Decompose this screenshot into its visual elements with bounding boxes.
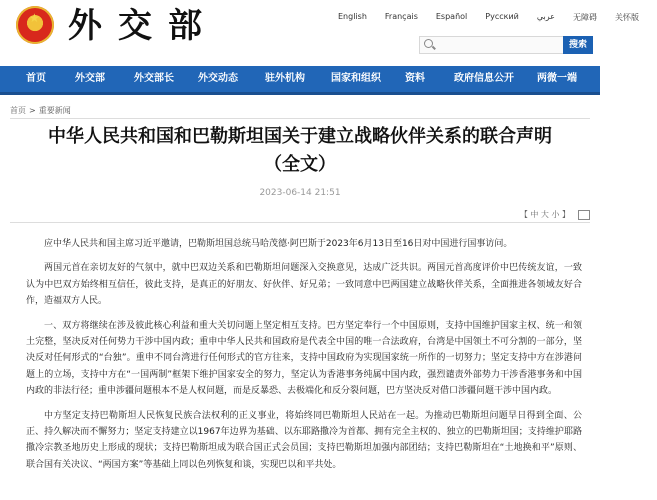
breadcrumb-home[interactable]: 首页 — [10, 106, 26, 115]
site-header — [0, 0, 639, 66]
nav-ministry[interactable]: 外交部 — [75, 73, 105, 84]
nav-minister[interactable]: 外交部长 — [134, 73, 174, 84]
breadcrumb-divider — [10, 118, 590, 119]
breadcrumb-separator: > — [29, 106, 36, 115]
main-nav — [0, 66, 600, 95]
article-title: 中华人民共和国和巴勒斯坦国关于建立战略伙伴关系的联合声明 — [48, 126, 552, 147]
lang-french-link[interactable]: Français — [384, 12, 418, 21]
site-logo[interactable]: 外交部 — [68, 6, 218, 46]
article-tools — [520, 209, 590, 220]
accessibility-link[interactable]: 无障碍 — [572, 13, 597, 22]
article-paragraph: 两国元首在亲切友好的气氛中，就中巴双边关系和巴勒斯坦问题深入交换意见，达成广泛共识。两国元首高度评价中巴传统友谊，一致认为中巴双方始终相互信任，彼此支持，是真正的好朋友、好伙伴、好兄弟；一致同意中巴两国建立战略伙伴关系，全面推进各领域友好合作，造福双方人民。 — [26, 263, 582, 307]
print-icon[interactable] — [578, 210, 590, 220]
article-date: 2023-06-14 21:51 — [259, 188, 341, 198]
nav-diplomatic-news[interactable]: 外交动态 — [198, 73, 238, 84]
language-bar — [338, 12, 657, 23]
lang-arabic-link[interactable]: عربي — [536, 12, 555, 21]
article-body — [26, 236, 582, 481]
article-paragraph: 一、双方将继续在涉及彼此核心利益和重大关切问题上坚定相互支持。巴方坚定奉行一个中国原则，支持中国维护国家主权、统一和领土完整，坚决反对任何势力干涉中国内政；重申中华人民共和国政府是代表全中国的唯一合法政府，台湾是中国领土不可分割的一部分，坚决反对任何形式的“台独”。重申不同台湾进行任何形式的官方往来，支持中国政府为实现国家统一所作的一切努力；坚定支持中方在涉港问题上的立场，支持中方在“一国两制”框架下维护国家安全的努力，坚定认为香港事务纯属中国内政，强烈谴责外部势力干涉香港事务和中国内政的非法行径；重申涉疆问题根本不是人权问题，而是反暴恐、去极端化和反分裂问题，巴方坚决反对借口涉疆问题干涉中国内政。 — [26, 320, 582, 397]
search-button[interactable]: 搜索 — [563, 36, 593, 54]
article-subtitle: （全文） — [264, 154, 336, 175]
nav-resources[interactable]: 资料 — [405, 73, 425, 84]
search-icon — [424, 39, 433, 48]
nav-media[interactable]: 两微一端 — [537, 73, 577, 84]
article-paragraph: 中方坚定支持巴勒斯坦人民恢复民族合法权利的正义事业，将始终同巴勒斯坦人民站在一起。为推动巴勒斯坦问题早日得到全面、公正、持久解决而不懈努力；坚定支持建立以1967年边界为基础、以东耶路撒冷为首都、拥有完全主权的、独立的巴勒斯坦国；支持维护耶路撒冷宗教圣地历史上形成的现状；支持巴勒斯坦成为联合国正式会员国；支持巴勒斯坦加强内部团结；支持巴勒斯坦在“土地换和平”原则、联合国有关决议、“两国方案”等基础上同以色列恢复和谈，实现巴以和平共处。 — [26, 410, 582, 470]
article-paragraph: 应中华人民共和国主席习近平邀请，巴勒斯坦国总统马哈茂德·阿巴斯于2023年6月13日至16日对中国进行国事访问。 — [44, 239, 513, 249]
lang-spanish-link[interactable]: Español — [435, 12, 468, 21]
breadcrumb-section[interactable]: 重要新闻 — [38, 106, 71, 115]
nav-missions[interactable]: 驻外机构 — [265, 73, 305, 84]
breadcrumb — [10, 105, 71, 116]
search-input[interactable] — [419, 36, 565, 54]
nav-countries[interactable]: 国家和组织 — [331, 73, 381, 84]
care-mode-link[interactable]: 关怀版 — [614, 13, 639, 22]
nav-gov-info[interactable]: 政府信息公开 — [454, 73, 514, 84]
font-size-selector[interactable]: 【 中 大 小 】 — [519, 210, 570, 219]
lang-english-link[interactable]: English — [338, 12, 367, 21]
nav-home[interactable]: 首页 — [26, 73, 46, 84]
national-emblem-icon[interactable] — [16, 6, 54, 44]
article-divider — [10, 222, 590, 223]
lang-russian-link[interactable]: Русский — [485, 12, 519, 21]
